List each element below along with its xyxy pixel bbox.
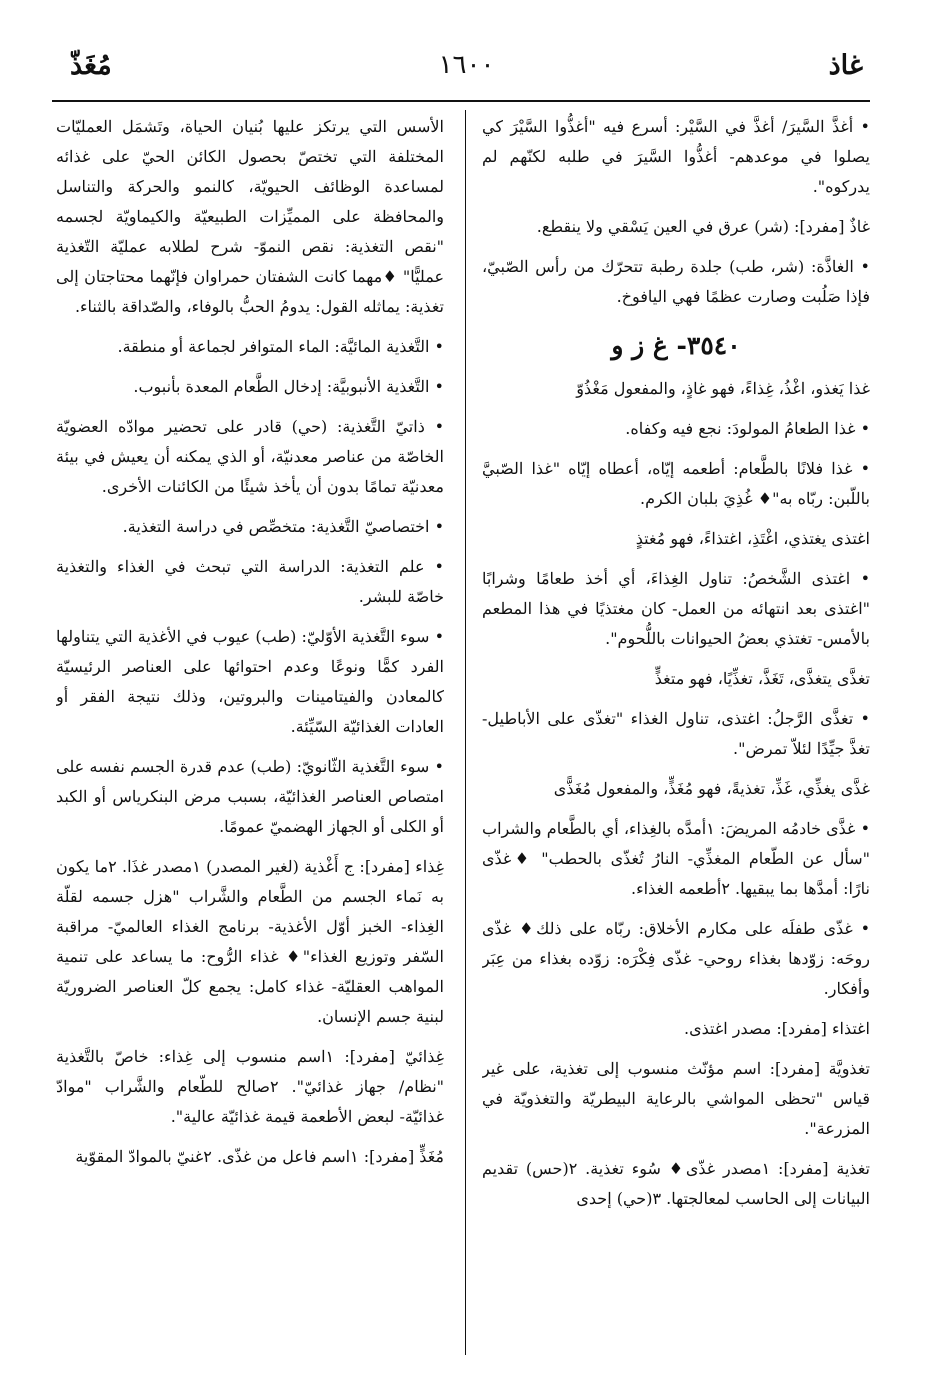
entry-taghadhdha-rajul: • تغذَّى الرَّجلُ: اغتذى، تناول الغذاء "تغذّى على الأباطيل- تغذَّ جيِّدًا لئلاّ تمرض". (482, 709, 870, 758)
root-heading: ٣٥٤٠- غ ز و (611, 331, 741, 360)
entry-ghadha-verb: غذا يَغذو، اغْذُ، غِذاءً، فهو غاذٍ، والمفعول مَغْذُوّ (576, 379, 870, 398)
header-first-word: غاذ (828, 50, 863, 81)
header-last-word: مُغَذّ (70, 50, 112, 81)
entry-taghdhiya-unbubiyya: • التَّغذية الأنبوبيَّة: إدخال الطَّعام المعدة بأنبوب. (133, 377, 444, 396)
entry-taghadhdha-verb: تغذَّى يتغذَّى، تَغَذَّ، تغذِّيًا، فهو متغذٍّ (654, 669, 870, 688)
column-divider (465, 110, 466, 1355)
entry-mughadhdh: مُغَذٍّ [مفرد]: ١اسم فاعل من غذّى. ٢غنيّ بالموادّ المقوّية (75, 1147, 444, 1166)
entry-ghadhdha-tifl: • غذّى طفلَه على مكارم الأخلاق: ربّاه على ذلك♦ غذّى روحَه: زوّدها بغذاء روحي- غذّى فِكْرَه: زوّده بغذاء من عِبَر وأفكار. (482, 919, 870, 998)
right-column (482, 112, 870, 1367)
entry-ghadhdha-verb: غذَّى يغذِّي، غَذِّ، تغذيةً، فهو مُغَذٍّ، والمفعول مُغَذًّى (553, 779, 870, 798)
entry-ghadhdha-marid: • غذَّى خادمُه المريضَ: ١أمدَّه بالغِذاء، أي بالطَّعام والشراب "سأل عن الطّعام المغذِّي- النارُ تُغذّى بالحطب" ♦غذّى نارًا: أمدَّها بما يبقيها. ٢أطعمه الغذاء. (482, 819, 870, 898)
entry-dhati-taghdhiya: • ذاتيّ التَّغذية: (حي) قادر على تحضير موادّه العضويّة الخاصّة من عناصر معدنيّة، أو الذي يمكنه أن يعيش في بيئة معدنيّة تمامًا بدون أن يأخذ شيئًا من الكائنات الأخرى. (56, 417, 444, 496)
page-number: ١٦٠٠ (438, 50, 495, 80)
header-rule (52, 100, 870, 102)
entry-ightadha-shakhs: • اغتذى الشَّخصُ: تناول الغِذاءَ، أي أخذ طعامًا وشرابًا "اغتذى بعد انتهائه من العمل- كان مغتذيًا في هذا المطعم بالأمس- تغتذي بعضُ الحيوانات باللُّحوم". (482, 569, 870, 648)
entry-ghadhdha: • الغاذَّة: (شر، طب) جلدة رطبة تتحرّك من رأس الصّبيّ، فإذا صَلُبت وصارت عظمًا فهي اليافوخ. (482, 257, 870, 306)
entry-taghdhiya-maiyya: • التَّغذية المائيَّة: الماء المتوافر لجماعة أو منطقة. (117, 337, 444, 356)
entry-taghdhiya: تغذية [مفرد]: ١مصدر غذّى♦ سُوء تغذية. ٢(حس) تقديم البيانات إلى الحاسب لمعالجتها. ٣(حي) إحدى (482, 1159, 870, 1208)
entry-ghadha-taam: • غذا فلانًا بالطَّعام: أطعمه إيّاه، أعطاه إيّاه "غذا الصّبيَّ باللّبن: ربّاه به"♦ غُذِيَ بلبان الكرم. (482, 459, 870, 508)
entry-taghdhiya-cont: الأسس التي يرتكز عليها بُنيان الحياة، وتَشمَل العمليّات المختلفة التي تختصّ بحصول الكائن الحيّ على غذائه لمساعدة الوظائف الحيويّة، كالنمو والحركة والتناسل والمحافظة على المميِّزات الطبيعيّة والكيماويّة لجسمه "نقص التغذية: نقص النموّ- شرح لطلابه عمليّة التّغذية عمليًّا" ♦مهما كانت الشفتان حمراوان فإنّهما محتاجتان إلى تغذية: يماثله القول: يدومُ الحبُّ بالوفاء، والصّداقة بالثناء. (56, 117, 444, 316)
entry-ightidha: اغتذاء [مفرد]: مصدر اغتذى. (684, 1019, 870, 1038)
entry-su-taghdhiya-thanawi: • سوء التَّغذية الثّانويّ: (طب) عدم قدرة الجسم نفسه على امتصاص العناصر الغذائيّة، بسبب مرض البنكرياس أو الكبد أو الكلى أو الجهاز الهضميّ عمومًا. (56, 757, 444, 836)
entry-ghadha-mawlud: • غذا الطعامُ المولودَ: نجع فيه وكفاه. (625, 419, 870, 438)
entry-ilm-taghdhiya: • علم التغذية: الدراسة التي تبحث في الغذاء والتغذية خاصّة للبشر. (56, 557, 444, 606)
left-column (56, 112, 444, 1367)
entry-ghadh: غاذٌ [مفرد]: (شر) عرق في العين يَسْقي ولا ينقطع. (536, 217, 870, 236)
entry-agadha-sayr: • أغذَّ السَّيرَ/ أغذَّ في السَّيْر: أسرع فيه "أغذُّوا السَّيْرَ كي يصلوا في موعدهم- أغذُّوا السَّيرَ في طلبه لكنّهم لم يدركوه". (482, 117, 870, 196)
entry-su-taghdhiya-awwali: • سوء التَّغذية الأوّليّ: (طب) عيوب في الأغذية التي يتناولها الفرد كمًّا ونوعًا وعدم احتوائها على العناصر الرئيسيّة كالمعادن والفيتامينات والبروتين، وذلك نتيجة الفقر أو العادات الغذائيّة السّيِّئة. (56, 627, 444, 736)
page-header (70, 50, 863, 90)
entry-taghdhawiyya: تغذويَّة [مفرد]: اسم مؤنّث منسوب إلى تغذية، على غير قياس "تحظى المواشي بالرعاية البيطريّة والتغذويّة في المزرعة". (482, 1059, 870, 1138)
entry-ightadha-verb: اغتذى يغتذي، اغْتَذِ، اغتذاءً، فهو مُغتذٍ (635, 529, 870, 548)
entry-ghidha: غِذاء [مفرد]: ج أَغْذية (لغير المصدر) ١مصدر غذَا. ٢ما يكون به نَماء الجسم من الطَّعام والشَّراب "هزل جسمه لقلّة الغِذاء- الخبز أوّل الأغذية- برنامج الغذاء العالميّ- مراقبة السّفر وتوزيع الغذاء"♦ غذاء الرُّوح: ما يساعد على تنمية المواهب العقليّة- غذاء كامل: يجمع كلّ العناصر الضروريّة لبنية جسم الإنسان. (56, 857, 444, 1026)
entry-ikhtisasi-taghdhiya: • اختصاصيّ التَّغذية: متخصِّص في دراسة التغذية. (122, 517, 444, 536)
entry-ghidhai: غِذائيّ [مفرد]: ١اسم منسوب إلى غِذاء: خاصّ بالتَّغذية "نظام/ جهاز غذائيّ". ٢صالح للطّعام والشَّراب "موادّ غذائيّة- لبعض الأطعمة قيمة غذائيّة عالية". (56, 1047, 444, 1126)
